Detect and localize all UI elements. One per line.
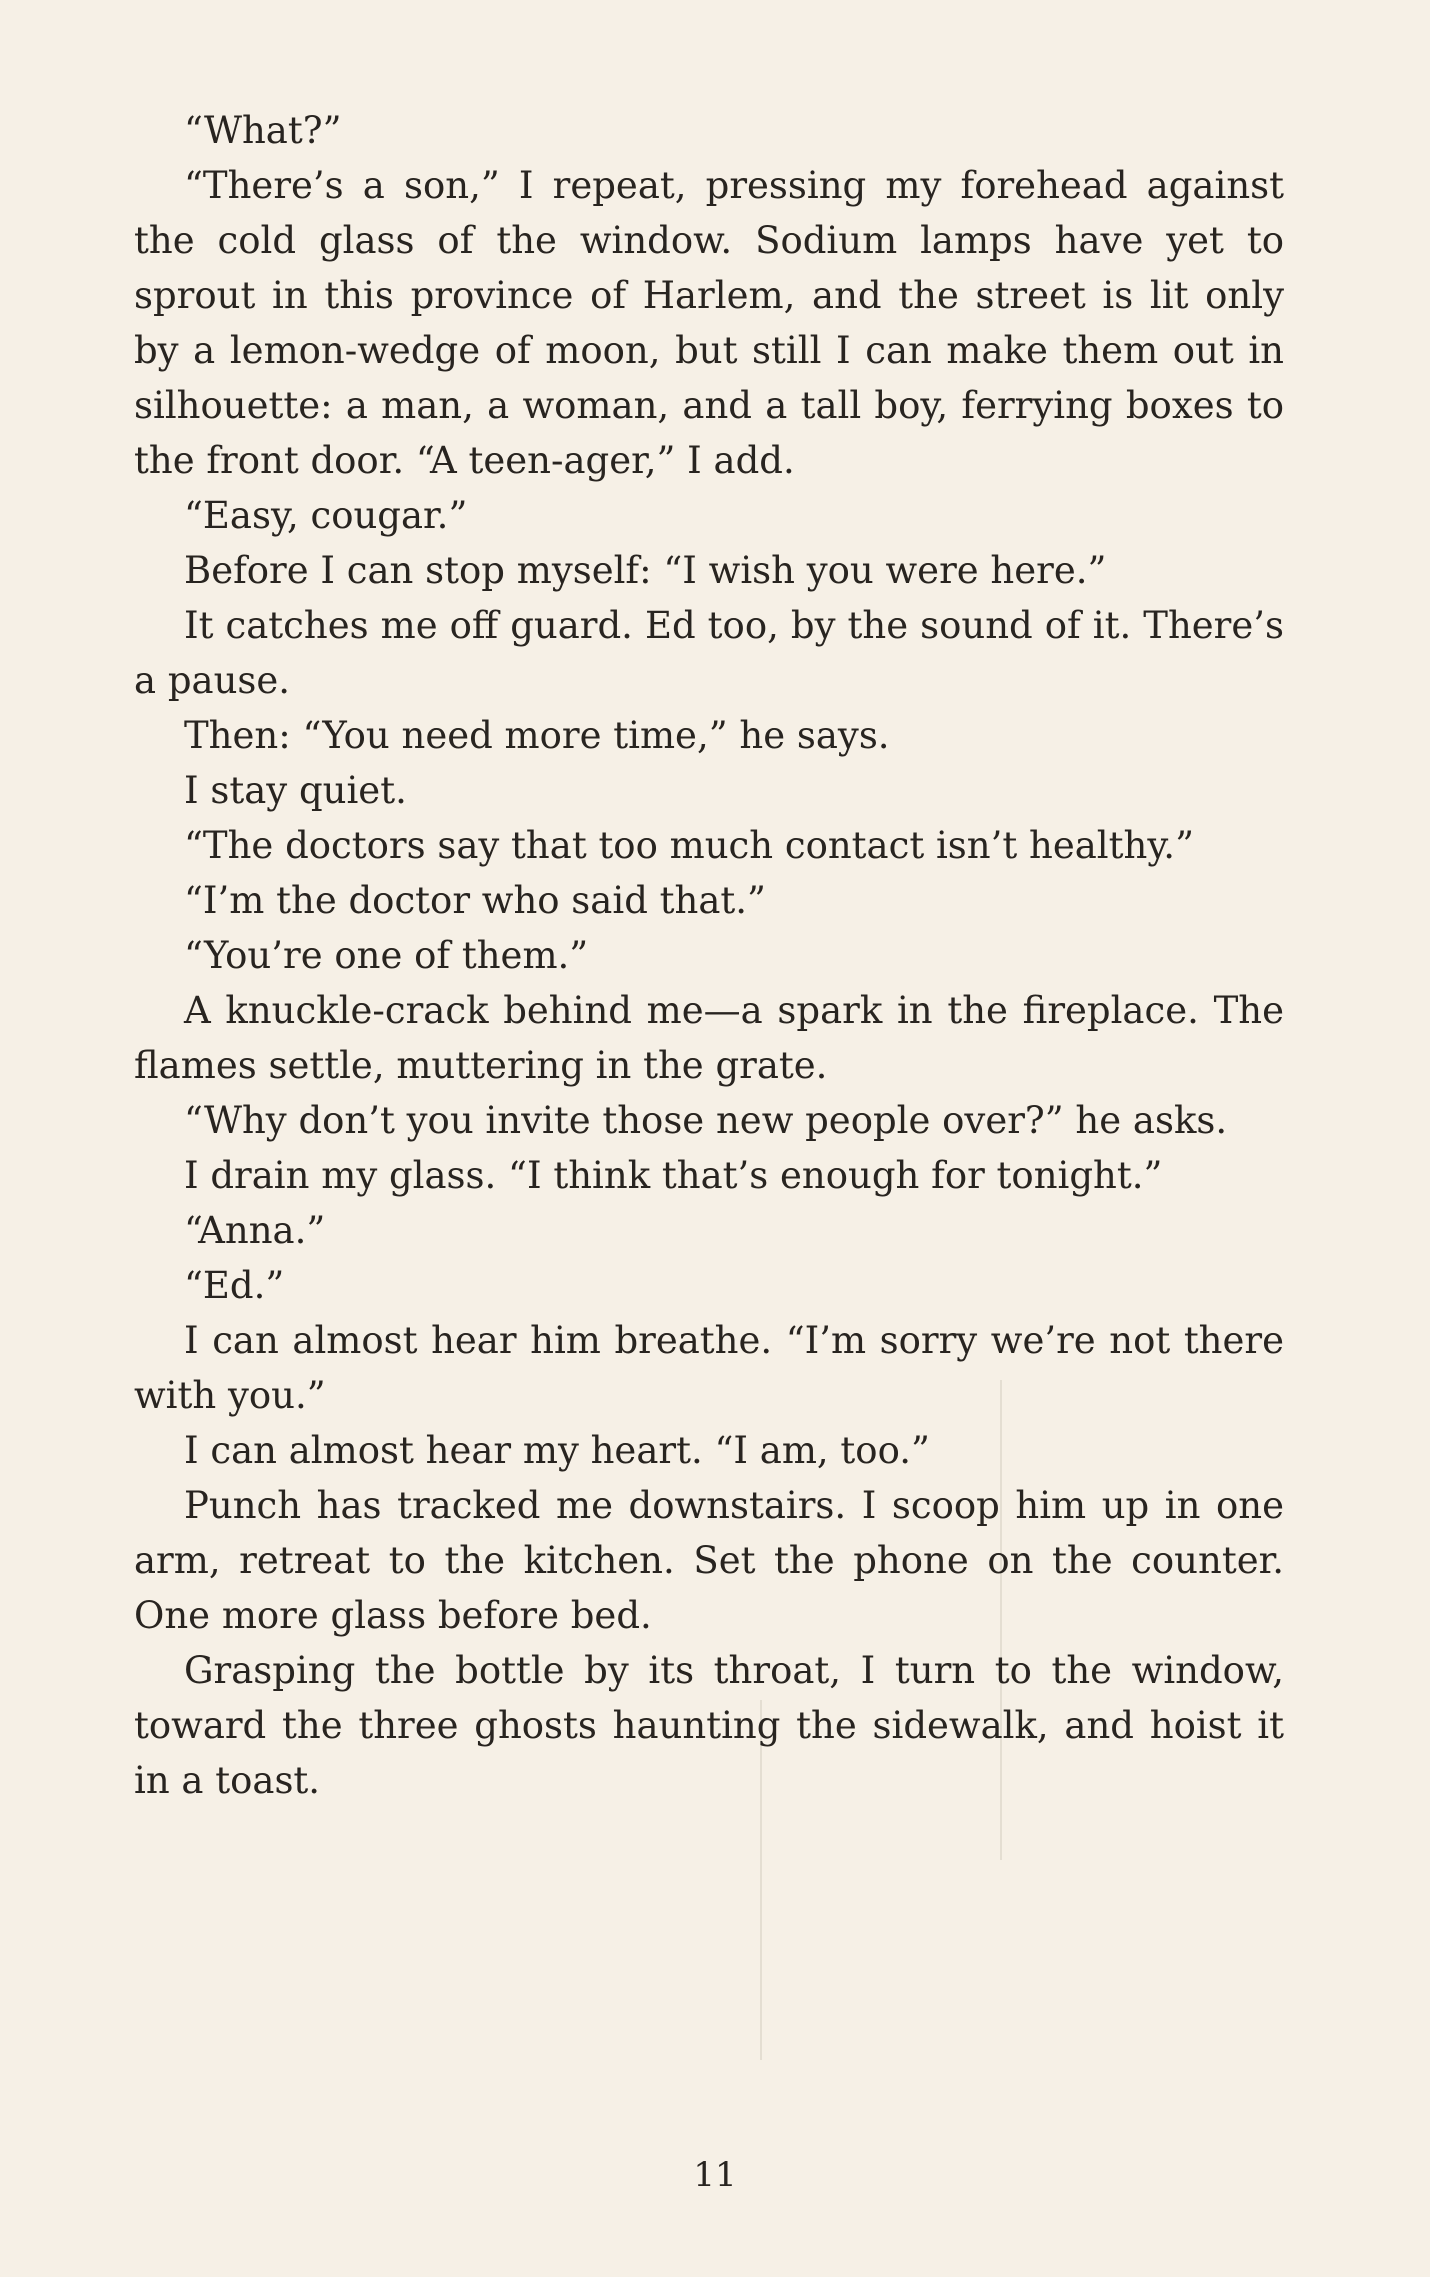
paragraph: Then: “You need more time,” he says. (184, 714, 890, 757)
paragraph: A knuckle-crack behind me—a spark in the fireplace. The flames settle, muttering in the grate. (134, 989, 1284, 1087)
paragraph: Punch has tracked me downstairs. I scoop him up in one arm, retreat to the kitchen. Set the phone on the counter. One more glass before bed. (134, 1484, 1284, 1637)
paragraph: Grasping the bottle by its throat, I turn to the window, toward the three ghosts haunting the sidewalk, and hoist it in a toast. (134, 1649, 1284, 1802)
paragraph: “The doctors say that too much contact isn’t healthy.” (184, 824, 1194, 867)
paragraph: “There’s a son,” I repeat, pressing my forehead against the cold glass of the window. Sodium lamps have yet to sprout in this province of Harlem, and the street is lit only by a lemon-wedge of moon, but still I can make them out in silhouette: a man, a woman, and a tall boy, ferrying boxes to the front door. “A teen-ager,” I add. (134, 164, 1284, 482)
paragraph: Before I can stop myself: “I wish you were here.” (184, 549, 1107, 592)
paragraph: I drain my glass. “I think that’s enough for tonight.” (184, 1154, 1163, 1197)
paragraph: “You’re one of them.” (184, 934, 589, 977)
paragraph: I stay quiet. (184, 769, 407, 812)
paragraph: “Why don’t you invite those new people over?” he asks. (184, 1099, 1228, 1142)
paragraph: “Easy, cougar.” (184, 494, 468, 537)
paragraph: “What?” (184, 109, 342, 152)
paragraph: I can almost hear him breathe. “I’m sorry we’re not there with you.” (134, 1319, 1284, 1417)
paragraph: “Ed.” (184, 1264, 285, 1307)
body-text (134, 103, 1284, 1808)
paragraph: “Anna.” (184, 1209, 326, 1252)
paragraph: “I’m the doctor who said that.” (184, 879, 766, 922)
paragraph: I can almost hear my heart. “I am, too.” (184, 1429, 930, 1472)
page-number: 11 (693, 2155, 737, 2195)
paragraph: It catches me off guard. Ed too, by the sound of it. There’s a pause. (134, 604, 1284, 702)
